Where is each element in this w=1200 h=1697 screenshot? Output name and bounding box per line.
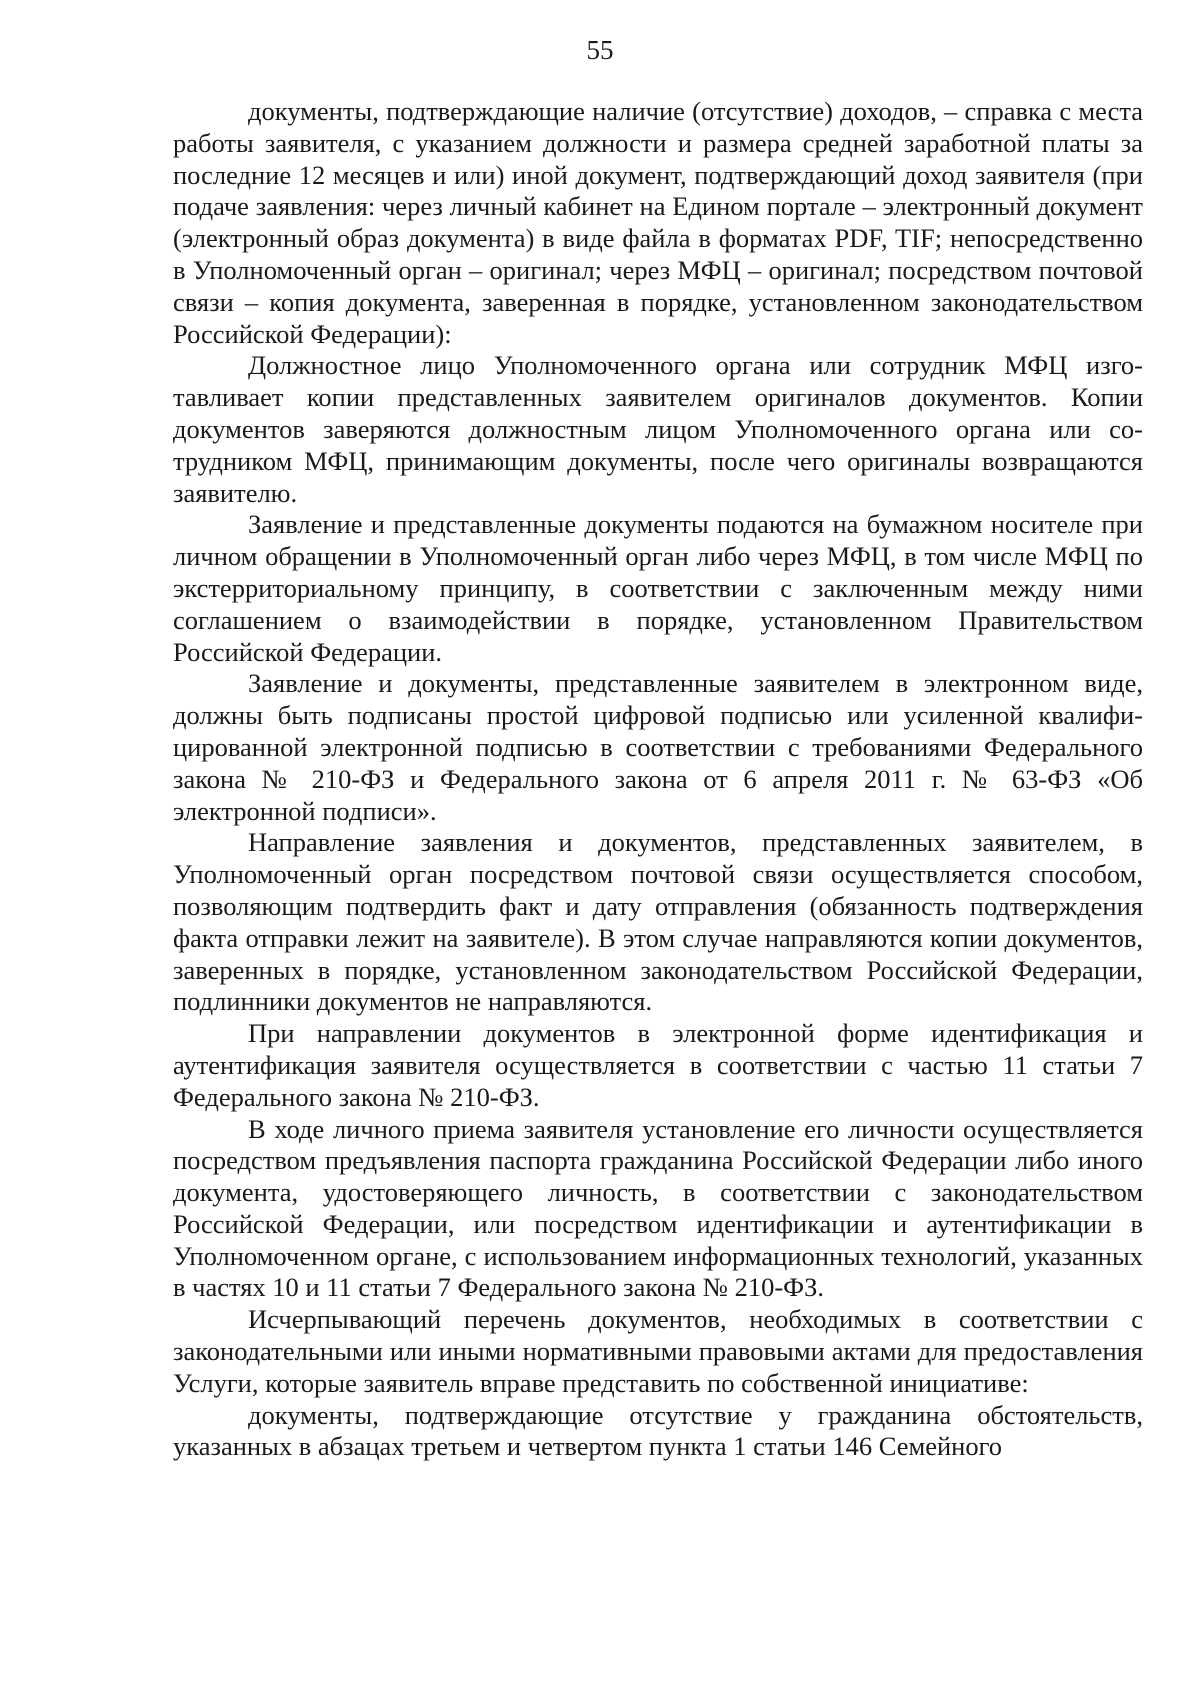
paragraph-electronic-signature: Заявление и документы, представленные заявителем в электронном виде, должны быть подписаны простой цифровой подписью или усиленной квалифицированной электронной подписью в соответствии с требованиями Федерального закона № 210-ФЗ и Федерального закона от 6 апреля 2011 г. № 63-ФЗ «Об электронной подписи». [173,668,1143,826]
paragraph-income-documents: документы, подтверждающие наличие (отсутствие) доходов, – справка с места работы заявителя, с указанием должности и размера средней заработной платы за последние 12 месяцев и или) иной документ, подтверждающий доход заявителя (при подаче заявления: через личный кабинет на Едином портале – электронный документ (электронный образ документа) в виде файла в форматах PDF, TIF; непосредственно в Уполномоченный орган – оригинал; через МФЦ – оригинал; посредством почтовой связи – копия документа, заверенная в порядке, установленном законодательством Российской Федерации): [173,96,1143,349]
paragraph-exhaustive-list: Исчерпывающий перечень документов, необходимых в соответствии с законодательными или иными нормативными правовыми актами для предоставления Услуги, которые заявитель вправе представить по собственной инициативе: [173,1304,1143,1398]
paragraph-personal-identification: В ходе личного приема заявителя установление его личности осуществляется посредством предъявления паспорта гражданина Российской Федерации либо иного документа, удостоверяющего личность, в соответствии с законодательством Российской Федерации, или посредством идентификации и аутентификации в Уполномоченном органе, с использованием информационных технологий, указанных в частях 10 и 11 статьи 7 Федерального закона № 210-ФЗ. [173,1113,1143,1303]
paragraph-document-copies: Должностное лицо Уполномоченного органа или сотрудник МФЦ изготавливает копии представленных заявителем оригиналов документов. Копии документов заверяются должностным лицом Уполномоченного органа или сотрудником МФЦ, принимающим документы, после чего оригиналы возвращаются заявителю. [173,350,1143,508]
paragraph-postal-submission: Направление заявления и документов, представленных заявителем, в Уполномоченный орган посредством почтовой связи осуществляется способом, позволяющим подтвердить факт и дату отправления (обязанность подтверждения факта отправки лежит на заявителе). В этом случае направляются копии документов, заверенных в порядке, установленном законодательством Российской Федерации, подлинники документов не направляются. [173,827,1143,1017]
paragraph-absence-circumstances: документы, подтверждающие отсутствие у гражданина обстоятельств, указанных в абзацах третьем и четвертом пункта 1 статьи 146 Семейного [173,1399,1143,1462]
paragraph-electronic-identification: При направлении документов в электронной форме идентификация и аутентификация заявителя осуществляется в соответствии с частью 11 статьи 7 Федерального закона № 210-ФЗ. [173,1018,1143,1112]
document-body [173,96,1143,1463]
paragraph-paper-submission: Заявление и представленные документы подаются на бумажном носителе при личном обращении в Уполномоченный орган либо через МФЦ, в том числе МФЦ по экстерриториальному принципу, в соответствии с заключенным между ними соглашением о взаимодействии в порядке, установленном Правительством Российской Федерации. [173,509,1143,667]
page-number: 55 [586,35,614,65]
